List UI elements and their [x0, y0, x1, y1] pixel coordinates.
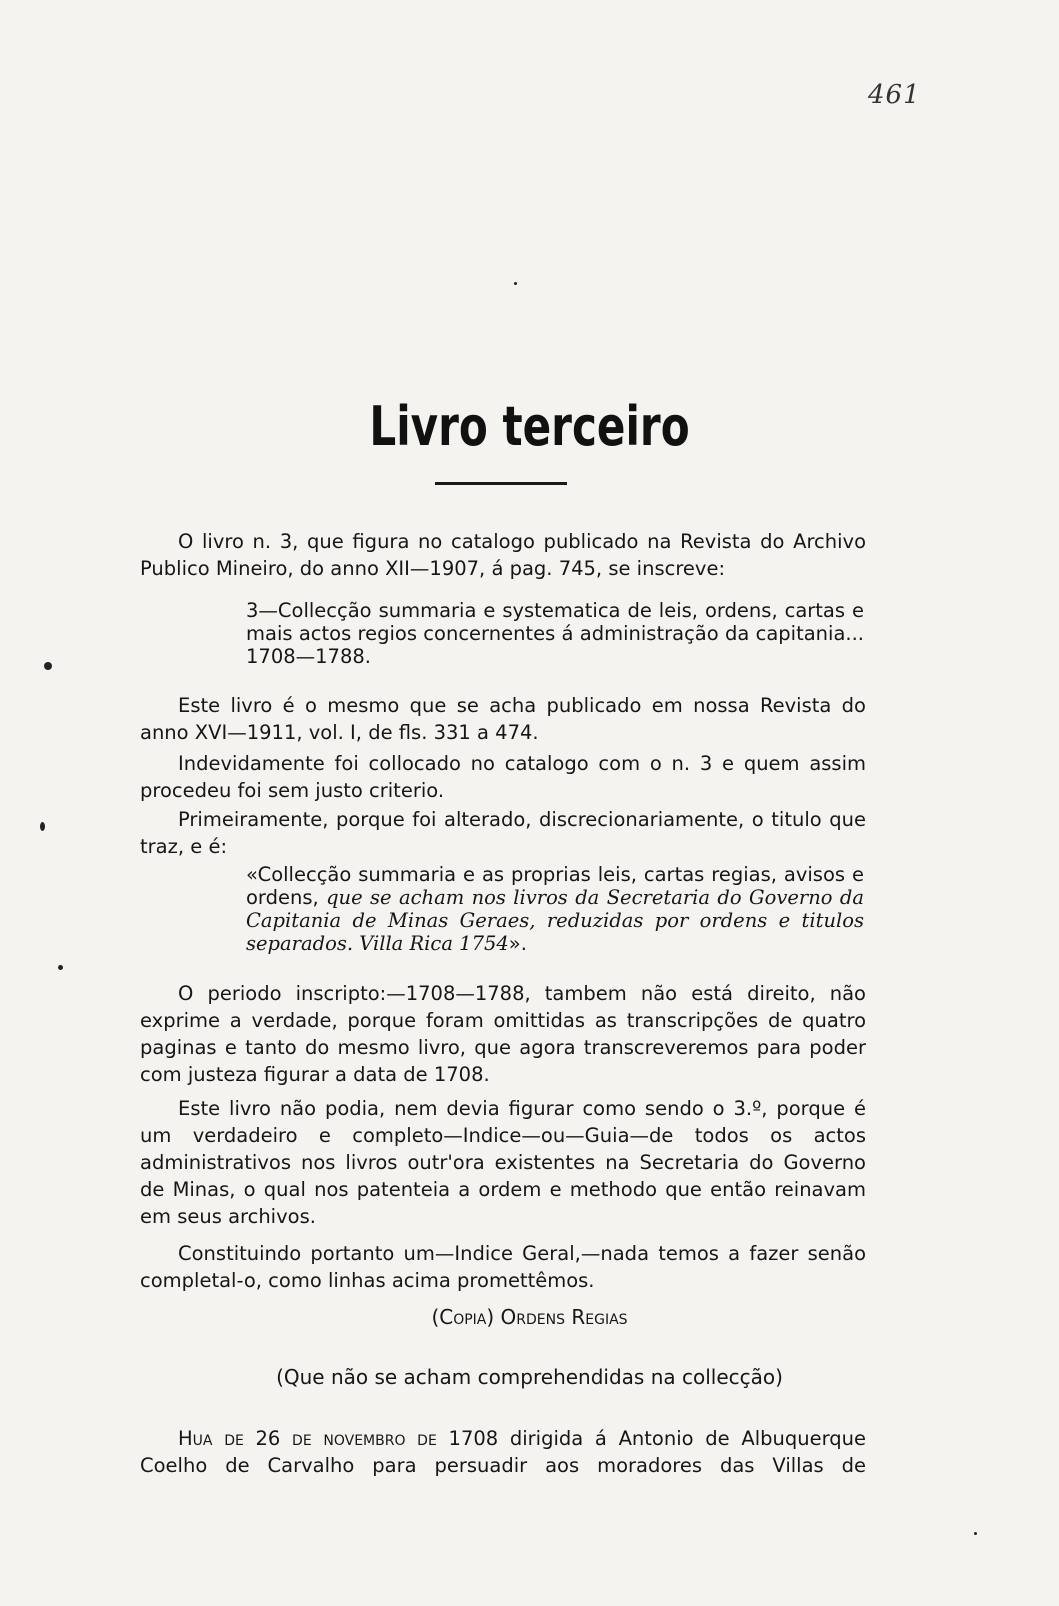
paragraph-2: Este livro é o mesmo que se acha publicado em nossa Revista do anno XVI—1911, vol. I, de fls. 331 a 474. — [140, 694, 866, 744]
paragraph-4: Primeiramente, porque foi alterado, discrecionariamente, o titulo que traz, e é: — [140, 808, 866, 858]
scan-speck — [974, 1532, 977, 1535]
paragraph-8 — [140, 1425, 866, 1479]
section-subheading: (Que não se acham comprehendidas na collecção) — [276, 1365, 783, 1389]
chapter-title: Livro terceiro — [369, 395, 690, 458]
quote-catalogue-entry: 3—Collecção summaria e systematica de leis, ordens, cartas e mais actos regios concernentes á administração da capitania... 1708—1788. — [246, 599, 864, 668]
quote-original-title-plain: «Collecção summaria e as proprias leis, cartas regias, avisos e ordens, — [246, 863, 864, 909]
quote-original-title-italic: que se acham nos livros da Secretaria do Governo da Capitania de Minas Geraes, reduzidas por ordens e titulos separados. Villa Rica 1754 — [246, 886, 864, 955]
quote-original-title-close: ». — [508, 932, 527, 955]
paragraph-5: O periodo inscripto:—1708—1788, tambem não está direito, não exprime a verdade, porque foram omittidas as transcripções de quatro paginas e tanto do mesmo livro, que agora transcreveremos para poder com justeza figurar a data de 1708. — [140, 982, 866, 1086]
scan-speck — [44, 662, 52, 670]
paragraph-7: Constituindo portanto um—Indice Geral,—nada temos a fazer senão completal-o, como linhas acima promettêmos. — [140, 1242, 866, 1292]
scan-speck — [40, 822, 45, 831]
page-number: 461 — [868, 80, 921, 110]
paragraph-8-lead: Hua de 26 de novembro de — [178, 1427, 437, 1450]
section-heading: (Copia) Ordens Regias — [431, 1305, 628, 1329]
paragraph-3: Indevidamente foi collocado no catalogo com o n. 3 e quem assim procedeu foi sem justo criterio. — [140, 752, 866, 802]
scan-speck — [514, 282, 517, 285]
paragraph-1: O livro n. 3, que figura no catalogo publicado na Revista do Archivo Publico Mineiro, do anno XII—1907, á pag. 745, se inscreve: — [140, 530, 866, 580]
quote-original-title — [246, 863, 864, 955]
paragraph-8-rest: 1708 dirigida á Antonio de Albuquerque Coelho de Carvalho para persuadir aos moradores das Villas de — [140, 1427, 866, 1477]
scan-speck — [58, 965, 63, 970]
paragraph-6: Este livro não podia, nem devia figurar como sendo o 3.º, porque é um verdadeiro e completo—Indice—ou—Guia—de todos os actos administrativos nos livros outr'ora existentes na Secretaria do Governo de Minas, o qual nos patenteia a ordem e methodo que então reinavam em seus archivos. — [140, 1097, 866, 1228]
title-rule — [435, 482, 567, 485]
